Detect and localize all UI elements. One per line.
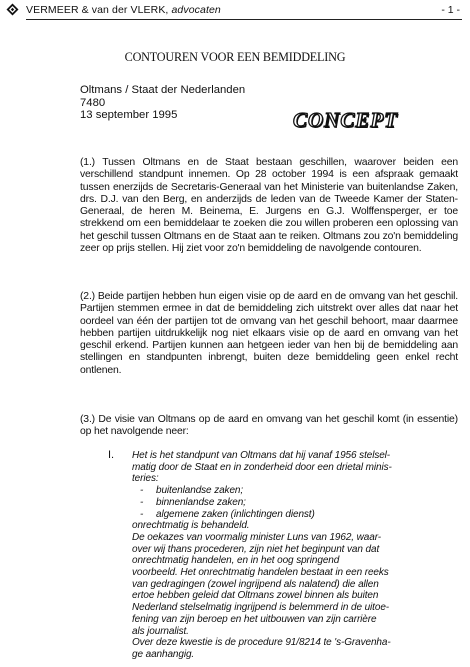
item-line: voorbeeld. Het onrechtmatig handelen bestaat in een reeks [132,567,389,579]
item-text [132,450,462,661]
item-line: ge aanhangig. [132,648,195,660]
concept-stamp: CONCEPT [293,108,399,132]
document-title: CONTOUREN VOOR EEN BEMIDDELING [124,50,346,64]
meta-parties: Oltmans / Staat der Nederlanden [80,84,246,96]
item-line: onrechtmatig handelen, en in het oog springend [132,555,340,567]
firm-name-text: VERMEER & van der VLERK, [26,4,172,16]
item-line: onrechtmatig is behandeld. [132,520,250,532]
item-line: Nederland stelselmatig ingrijpend is belemmerd in de uitoe- [132,602,390,614]
item-bullet: - binnenlandse zaken; [132,497,462,509]
item-line: over wij thans procederen, zijn niet het beginpunt van dat [132,543,380,555]
item-bullet: - algemene zaken (inlichtingen dienst) [132,509,462,521]
item-line: De oekazes van voormalig minister Luns van 1962, waar- [132,531,381,543]
paragraph-3: (3.) De visie van Oltmans op de aard en omvang van het geschil komt (in essentie) op het navolgende neer: [80,414,458,438]
header-rule [26,19,462,20]
item-line: van gedragingen (zowel ingrijpend als nalatend) die allen [132,578,379,590]
firm-name [26,4,221,16]
letterhead [0,0,470,22]
item-number: I. [108,449,115,461]
page-number: - 1 - [441,4,460,16]
item-line: matig door de Staat en in zonderheid door een drietal minis- [132,461,392,473]
firm-name-suffix: advocaten [171,4,221,16]
paragraph-1: (1.) Tussen Oltmans en de Staat bestaan geschillen, waarover beiden een verschillend standpunt innemen. Op 28 october 1994 is een afspraak gemaakt tussen enerzijds de Secretaris-Generaal van het Ministerie van buitenlandse Zaken, drs. D.J. van den Berg, en anderzijds de leden van de Tweede Kamer der Staten-Generaal, de heren M. Beinema, E. Jurgens en G.J. Wolffensperger, er toe strekkend om een bemiddelaar te zoeken die zou willen proberen een oplossing van het geschil tussen Oltmans en de Staat aan te reiken. Oltmans zou zo'n bemiddeling zeer op prijs stellen. Hij ziet voor zo'n bemiddeling de navolgende contouren. [80,157,458,255]
item-bullet: - buitenlandse zaken; [132,485,462,497]
item-line: Over deze kwestie is de procedure 91/8214 te 's-Gravenha- [132,637,391,649]
meta-date: 13 september 1995 [80,109,178,122]
paragraph-2: (2.) Beide partijen hebben hun eigen visie op de aard en de omvang van het geschil. Partijen stemmen ermee in dat de bemiddeling zich uitstrekt over alles dat naar het oordeel van één der partijen tot de omvang van het geschil behoort, maar daarmee hebben partijen uitdrukkelijk nog niet elkaars visie op de aard en omvang van het geschil erkend. Partijen kunnen aan hetgeen ieder van hen bij de bemiddeling aan stellingen en standpunten inbrengt, buiten deze bemiddeling geen enkel recht ontlenen. [80,291,458,376]
item-line: ertoe hebben geleid dat Oltmans zowel binnen als buiten [132,590,379,602]
document-meta [80,84,245,122]
item-line: teries: [132,473,159,485]
item-line: als journalist. [132,625,189,637]
firm-logo-icon [6,3,19,16]
item-line: fening van zijn beroep en het uitbouwen van zijn carrière [132,613,377,625]
item-line: Het is het standpunt van Oltmans dat hij vanaf 1956 stelsel- [132,450,391,461]
meta-reference: 7480 [80,96,106,109]
